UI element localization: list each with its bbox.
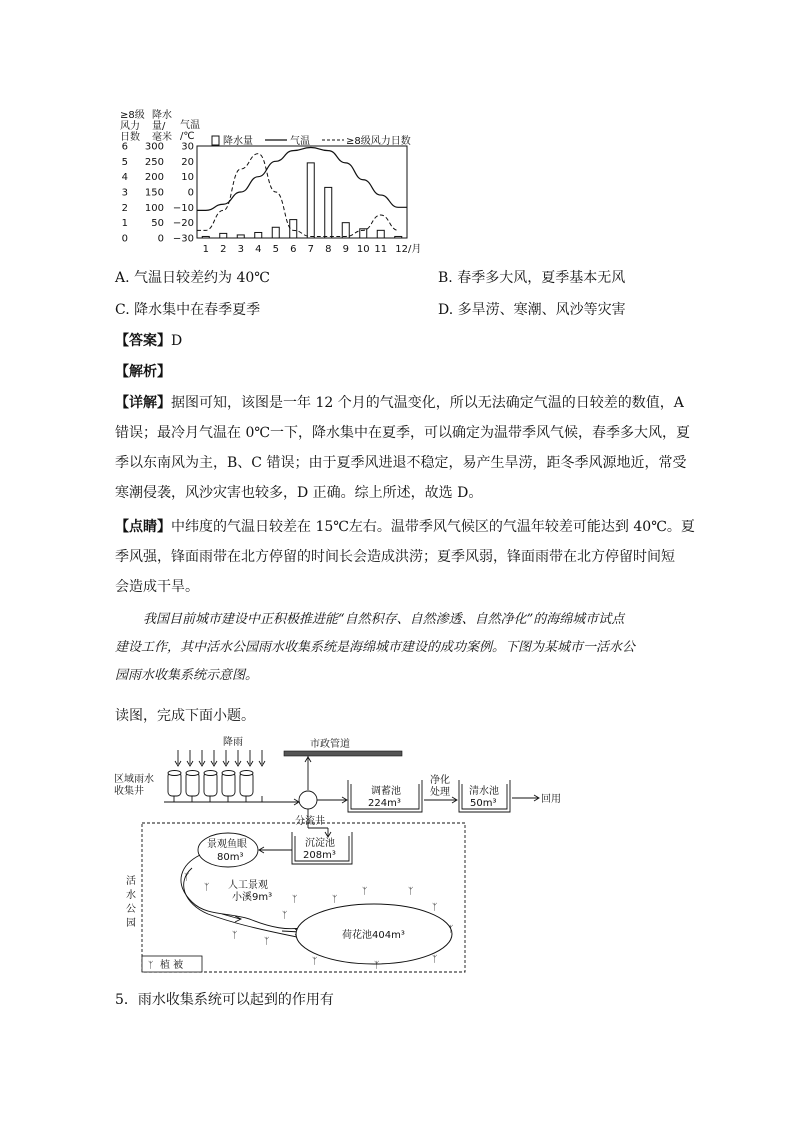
precip-tick-label: 150: [144, 187, 164, 199]
wind-tick-label: 4: [121, 172, 128, 184]
month-tick-label: 1: [202, 244, 209, 255]
precip-ylabel-1: 降水: [152, 110, 172, 121]
intro-block: [115, 606, 715, 690]
temp-tick-label: −10: [172, 202, 194, 214]
clear-pool-label: 清水池: [469, 786, 499, 797]
svg-text:ᛉ: ᛉ: [204, 883, 210, 893]
svg-text:ᛉ: ᛉ: [312, 957, 318, 967]
legend-precip: 降水量: [223, 136, 253, 147]
precip-bar: [255, 232, 262, 238]
wind-tick-label: 1: [121, 218, 128, 230]
option-d: D. 多旱涝、寒潮、风沙等灾害: [438, 302, 626, 318]
precip-bar: [307, 163, 314, 238]
park-label-2: 水: [126, 890, 136, 901]
temp-series-line: [197, 148, 407, 211]
svg-text:ᛉ: ᛉ: [184, 873, 190, 883]
month-tick-label: 5: [272, 244, 279, 255]
precip-tick-label: 50: [151, 218, 164, 230]
precip-bar: [290, 220, 297, 238]
purify-label-2: 处理: [430, 787, 450, 798]
precip-bar: [272, 227, 279, 238]
stream-label-1: 人工景观: [228, 880, 268, 891]
collector-label-1: 区域雨水: [114, 774, 154, 785]
point-line-2: 季风强，锋面雨带在北方停留的时间长会造成洪涝；夏季风弱，锋面雨带在北方停留时间短: [115, 549, 675, 565]
precip-bar: [377, 230, 384, 238]
precip-tick-label: 100: [144, 202, 164, 214]
month-tick-label: 9: [342, 244, 349, 255]
purify-label-1: 净化: [430, 775, 450, 786]
point-line-1: 中纬度的气温日较差在 15℃左右。温带季风气候区的气温年较差可能达到 40℃。夏: [171, 519, 695, 535]
precip-tick-label: 250: [144, 156, 164, 168]
precip-bar: [325, 187, 332, 238]
temp-ylabel-2: /℃: [180, 131, 195, 142]
collection-wells: [168, 771, 253, 797]
answer-label: 【答案】: [115, 333, 171, 349]
settle-label: 沉淀池: [305, 838, 335, 849]
svg-text:ᛉ: ᛉ: [282, 911, 288, 921]
reuse-label: 回用: [541, 794, 561, 805]
svg-text:ᛉ: ᛉ: [374, 961, 380, 971]
storage-volume: 224m³: [368, 798, 401, 809]
park-label-1: 活: [126, 876, 136, 887]
splitter-label: 分流井: [295, 816, 325, 827]
detail-block: [115, 388, 715, 508]
analysis-label: 【解析】: [115, 364, 171, 380]
splitter-well: [299, 791, 317, 809]
wind-tick-label: 3: [121, 187, 128, 199]
legend-temp: 气温: [290, 136, 310, 147]
wind-ylabel-1: ≥8级: [120, 110, 145, 121]
read-instruction: 读图，完成下面小题。: [115, 708, 255, 724]
precip-ylabel-2: 量/: [152, 121, 166, 132]
option-b: B. 春季多大风，夏季基本无风: [438, 270, 626, 286]
temp-tick-label: −30: [172, 233, 194, 245]
svg-text:ᛉ: ᛉ: [292, 895, 298, 905]
point-block: [115, 512, 715, 602]
month-tick-label: 12/月: [395, 244, 422, 255]
svg-text:ᛉ: ᛉ: [432, 903, 438, 913]
precip-tick-label: 200: [144, 172, 164, 184]
intro-line-1: 我国目前城市建设中正积极推进能“自然积存、自然渗透、自然净化”的海绵城市试点: [143, 612, 625, 627]
precip-bar: [395, 236, 402, 238]
municipal-label: 市政管道: [310, 739, 350, 750]
stream-label-2: 小溪9m³: [232, 892, 273, 903]
month-tick-label: 8: [325, 244, 332, 255]
park-label-4: 园: [126, 918, 136, 929]
settle-volume: 208m³: [303, 850, 336, 861]
temp-tick-label: 0: [187, 187, 194, 199]
stream-edge-2: [184, 868, 302, 938]
point-line-3: 会造成干旱。: [115, 579, 199, 595]
vegetation-label: 植 被: [160, 960, 184, 971]
svg-text:ᛉ: ᛉ: [432, 955, 438, 965]
lotus-label: 荷花池404m³: [342, 930, 405, 941]
detail-line-1: 据图可知，该图是一年 12 个月的气温变化，所以无法确定气温的日较差的数值，A: [171, 395, 684, 411]
storage-label: 调蓄池: [371, 786, 401, 797]
rain-label: 降雨: [223, 737, 243, 748]
rain-system-diagram: [112, 732, 572, 977]
wind-tick-label: 6: [121, 141, 128, 153]
temp-tick-label: 30: [181, 141, 194, 153]
month-tick-label: 7: [307, 244, 314, 255]
wind-ylabel-2: 风力: [120, 121, 140, 132]
wind-tick-label: 5: [121, 156, 128, 168]
intro-line-2: 建设工作，其中活水公园雨水收集系统是海绵城市建设的成功案例。下图为某城市一活水公: [115, 640, 636, 655]
month-tick-label: 6: [290, 244, 297, 255]
rain-arrows: [175, 750, 265, 766]
wind-tick-label: 2: [121, 202, 128, 214]
collector-label-2: 收集井: [114, 786, 144, 797]
svg-text:ᛉ: ᛉ: [264, 937, 270, 947]
wind-ylabel-3: 日数: [120, 132, 140, 143]
temp-tick-label: 20: [181, 156, 194, 168]
month-tick-label: 4: [255, 244, 262, 255]
fish-eye-volume: 80m³: [217, 852, 244, 863]
municipal-pipe: [284, 751, 402, 756]
collector-pipes: [164, 796, 299, 805]
svg-text:ᛉ: ᛉ: [448, 925, 454, 935]
detail-label: 【详解】: [115, 395, 171, 411]
legend-precip-swatch: [212, 136, 219, 145]
svg-text:ᛉ: ᛉ: [232, 931, 238, 941]
svg-text:ᛉ: ᛉ: [148, 961, 154, 971]
chart-legend: [212, 134, 411, 147]
question-5: 5．雨水收集系统可以起到的作用有: [115, 992, 334, 1008]
svg-text:ᛉ: ᛉ: [332, 895, 338, 905]
detail-line-3: 季以东南风为主，B、C 错误；由于夏季风进退不稳定，易产生旱涝，距冬季风源地近，常受: [115, 455, 687, 471]
temp-tick-label: −20: [172, 218, 194, 230]
precip-tick-label: 0: [157, 233, 164, 245]
month-tick-label: 2: [220, 244, 227, 255]
clear-pool-volume: 50m³: [470, 798, 497, 809]
option-a: A. 气温日较差约为 40℃: [115, 270, 270, 286]
detail-line-4: 寒潮侵袭，风沙灾害也较多，D 正确。综上所述，故选 D。: [115, 485, 483, 501]
option-c: C. 降水集中在春季夏季: [115, 302, 261, 318]
month-tick-label: 3: [237, 244, 244, 255]
intro-line-3: 园雨水收集系统示意图。: [115, 668, 259, 683]
svg-text:ᛉ: ᛉ: [408, 887, 414, 897]
answer-value: D: [171, 333, 183, 349]
precip-ylabel-3: 毫米: [152, 132, 172, 143]
wind-tick-label: 0: [121, 233, 128, 245]
wind-series-line: [197, 154, 398, 237]
point-label: 【点睛】: [115, 519, 171, 535]
temp-ylabel-1: 气温: [180, 120, 200, 131]
legend-wind: ≥8级风力日数: [346, 136, 411, 147]
svg-text:ᛉ: ᛉ: [362, 887, 368, 897]
month-tick-label: 10: [356, 244, 370, 255]
detail-line-2: 错误；最冷月气温在 0℃一下，降水集中在夏季，可以确定为温带季风气候，春季多大风，夏: [115, 425, 691, 441]
precip-bar: [202, 236, 209, 238]
precip-bar: [220, 233, 227, 238]
climate-chart: [112, 105, 432, 260]
answer-line: [115, 331, 182, 351]
precip-bar: [237, 235, 244, 238]
precip-bar: [342, 223, 349, 238]
precip-tick-label: 300: [144, 141, 164, 153]
fish-eye-label: 景观鱼眼: [207, 839, 247, 850]
month-tick-label: 11: [374, 244, 388, 255]
park-label-3: 公: [126, 904, 136, 915]
temp-tick-label: 10: [181, 172, 194, 184]
